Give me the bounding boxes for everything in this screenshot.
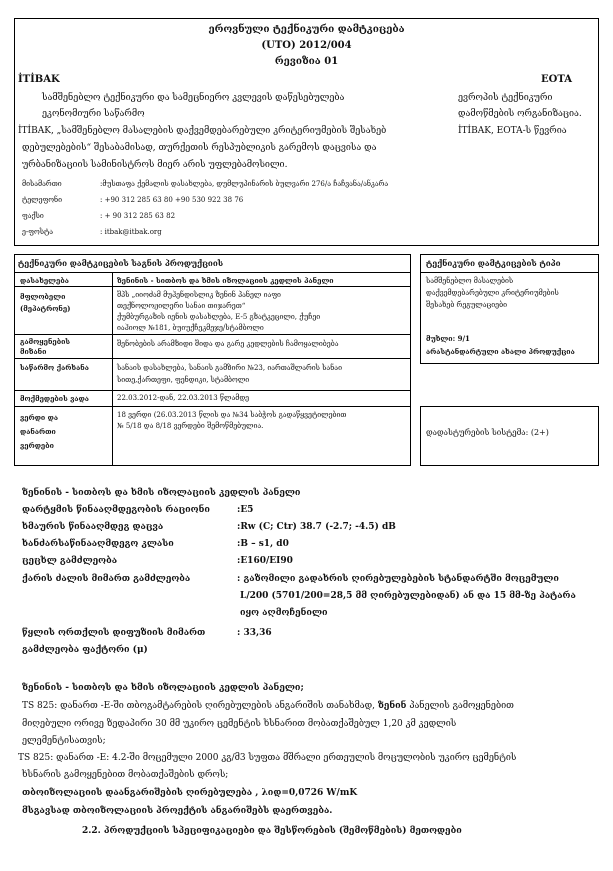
right-org: EOTA <box>541 74 572 85</box>
row-divider <box>14 406 411 407</box>
doc-revision: რევიზია 01 <box>274 56 339 67</box>
right-line-3: İTİBAK, EOTA-ს წევრია <box>458 126 567 136</box>
product-table-heading: ტექნიკური დამტკიცების საგნის პროდუქციის <box>18 258 224 268</box>
left-line-1: სამშენებლო ტექნიკური და სამეცნიერო კვლევის დაწესებულება <box>42 93 345 103</box>
type-line-1: სამშენებლო მასალების <box>426 277 514 285</box>
row-divider <box>420 272 599 273</box>
notes-p2-line-2: ხსნარის გამოყენებით მობათქაშების დროს; <box>22 770 229 780</box>
section-heading: 2.2. პროდუქციის სპეციფიკაციები და შესწორების (შემოწმების) მეთოდები <box>82 826 462 836</box>
spec-value-wind-3: იყო აღმოჩენილი <box>240 608 328 618</box>
label-pages: ვერდი და დანართი ვერდები <box>20 413 59 450</box>
notes-p1-bold: ზენინ <box>377 701 407 711</box>
specs-title: ზენინის - სითბოს და ხმის იზოლაციის კედლის პანელი <box>22 488 301 498</box>
spec-value-impact: :E5 <box>237 505 254 515</box>
value-purpose: შენობების არამზიდი შიდა და გარე კედლების ჩამოყალიბება <box>117 340 339 348</box>
contact-label-phone: ტელეფონი <box>22 196 63 204</box>
spec-value-fire-resistance: :E160/EI90 <box>237 556 293 566</box>
contact-label-email: ე-ფოსტა <box>22 228 54 236</box>
contact-value-email: : itbak@itbak.org <box>100 228 162 236</box>
left-line-2: ეკონომიური საწარმო <box>42 109 145 119</box>
type-table-heading: ტექნიკური დამტკიცების ტიპი <box>426 258 561 268</box>
value-owner: შპს „იიოძამ მუჰენდისლიკ ზენინ პანელ იაფი თექნოლოჟილერი სანაი თიჯარეთ“ ქუმბურგაზის იენის დასახლება, E-5 გზატკეცილი, ქუჩეი იაჰიოლ №181, ბუიუქჩეკმეჯე/სტამბოლი <box>117 291 321 332</box>
type-line-4: მუხლი: 9/1 <box>426 334 470 343</box>
spec-label-impact: დარტყმის წინააღმდეგობის რაციონი <box>22 505 210 515</box>
row-divider <box>14 390 411 391</box>
value-name: ზენინის - სითბოს და ხმის იზოლაციის კედლის პანელი <box>117 276 334 285</box>
label-name: დასახელება <box>20 276 69 285</box>
contact-value-fax: : + 90 312 285 63 82 <box>100 212 176 220</box>
column-divider <box>112 272 113 466</box>
confirm-system: დადასტურების სისტემა: (2+) <box>426 428 549 437</box>
label-factory: საწარმო ქარხანა <box>20 363 89 372</box>
spec-label-fire-resistance: ცეცხლ გამძლეობა <box>22 556 118 566</box>
body-line-3: ურბანიზაციის სამინისტროს მიერ არის უფლებამოსილი. <box>22 160 288 170</box>
notes-p2-line-1: TS 825: დანართ -E: 4.2-ში მოცემული 2000 კგ/მ3 სუფთა მშრალი ერთეულის მოცულობის უკირო ცემენტის <box>18 753 517 763</box>
notes-p3-line-2: მსგავსად თბოიზოლაციის პროექტის ანგარიშებს დაერთვება. <box>22 806 333 816</box>
body-line-1: İTİBAK, „სამშენებლო მასალების დაქვემდებარებული კრიტერიუმების შესახებ <box>18 126 387 136</box>
row-divider <box>14 334 411 335</box>
notes-p1-line-4: ელემენტისათვის; <box>22 736 106 746</box>
left-org: İTİBAK <box>18 74 60 85</box>
spec-value-wind-2: L/200 (5701/200=28,5 მმ ღირებულებიდან) ან და 15 მმ-ზე პატარა <box>240 591 576 601</box>
spec-label-wind: ქარის ძალის მიმართ გამძლეობა <box>22 574 191 584</box>
value-validity: 22.03.2012-დან, 22.03.2013 წლამდე <box>117 394 250 402</box>
notes-p1-text-end: პანელის გამოყენებით <box>406 701 514 711</box>
type-line-5: არასტანდარტული ახალი პროდუქცია <box>426 347 575 356</box>
right-line-2: დამოწმების ორგანიზაცია. <box>458 109 582 119</box>
body-line-2: დებულებების“ შესაბამისად, თურქეთის რესპუბლიკის გარემოს დაცვისა და <box>22 143 377 153</box>
notes-title: ზენინის - სითბოს და ხმის იზოლაციის კედლის პანელი; <box>22 683 304 693</box>
row-divider <box>14 272 411 273</box>
spec-label-vapour-2: გამძლეობა ფაქტორი (μ) <box>22 645 148 655</box>
doc-title: ეროვნული ტექნიკური დამტკიცება <box>208 24 405 35</box>
value-pages: 18 ვერდი (26.03.2013 წლის და №34 საბჭოს გადაწყვეტილებით № 5/18 და 8/18 ვერდები შემოწმებულია. <box>117 411 347 430</box>
type-line-3: შესახებ რეგულაციები <box>426 301 507 309</box>
contact-value-address: :მუსთაფა ქემალის დასახლება, დუმლუპინარის ბულვარი 276/ა ჩაჩვანა/ანკარა <box>100 180 389 188</box>
row-divider <box>14 358 411 359</box>
contact-label-address: მისამართი <box>22 180 62 188</box>
spec-label-noise: ხმაურის წინააღმდეგ დაცვა <box>22 522 164 532</box>
value-factory: სანაის დასახლება, სანაის გამზირი №23, იართაშლარის სანაი სითე,ქართეფი, ფენდიკი, სტამბოლი <box>117 364 342 384</box>
label-validity: მოქმედების ვადა <box>20 394 89 403</box>
type-line-2: დაქვემდებარებული კრიტერიუმების <box>426 289 559 297</box>
spec-value-noise: :Rw (C; Ctr) 38.7 (-2.7; -4.5) dB <box>237 522 396 532</box>
contact-value-phone: : +90 312 285 63 80 +90 530 922 38 76 <box>100 196 244 204</box>
spec-value-vapour: : 33,36 <box>237 628 272 638</box>
label-owner: მფლობელი (მეპატრონე) <box>20 292 71 313</box>
row-divider <box>14 286 411 287</box>
right-line-1: ევროპის ტექნიკური <box>458 93 553 103</box>
doc-code: (UTO) 2012/004 <box>261 40 352 51</box>
notes-p3-line-1: თბოიზოლაციის დაანგარიშების ღირებულება , λიდ=0,0726 W/mK <box>22 788 358 798</box>
contact-label-fax: ფაქსი <box>22 212 44 220</box>
notes-p1-line-1 <box>22 701 514 711</box>
spec-label-fire-class: ხანძარსაწინააღმდეგო კლასი <box>22 539 174 549</box>
label-purpose: გამოყენების მიზანი <box>20 337 71 356</box>
spec-value-fire-class: :B – s1, d0 <box>237 539 289 549</box>
spec-label-vapour-1: წყლის ორთქლის დიფუზიის მიმართ <box>22 628 206 638</box>
notes-p1-line-3: მიღებული ორივე ზედაპირი 30 მმ უკირო ცემენტის ხსნარით მობათქაშებულ 1,20 კმ კედლის <box>22 719 457 729</box>
notes-p1-text: TS 825: დანართ -E-ში თბოგამტარების ღირებულების ანგარიშის თანახმად, <box>22 701 378 711</box>
spec-value-wind-1: : გაზომილი გადახრის ღირებულებების სტანდარტში მოცემული <box>237 574 559 584</box>
